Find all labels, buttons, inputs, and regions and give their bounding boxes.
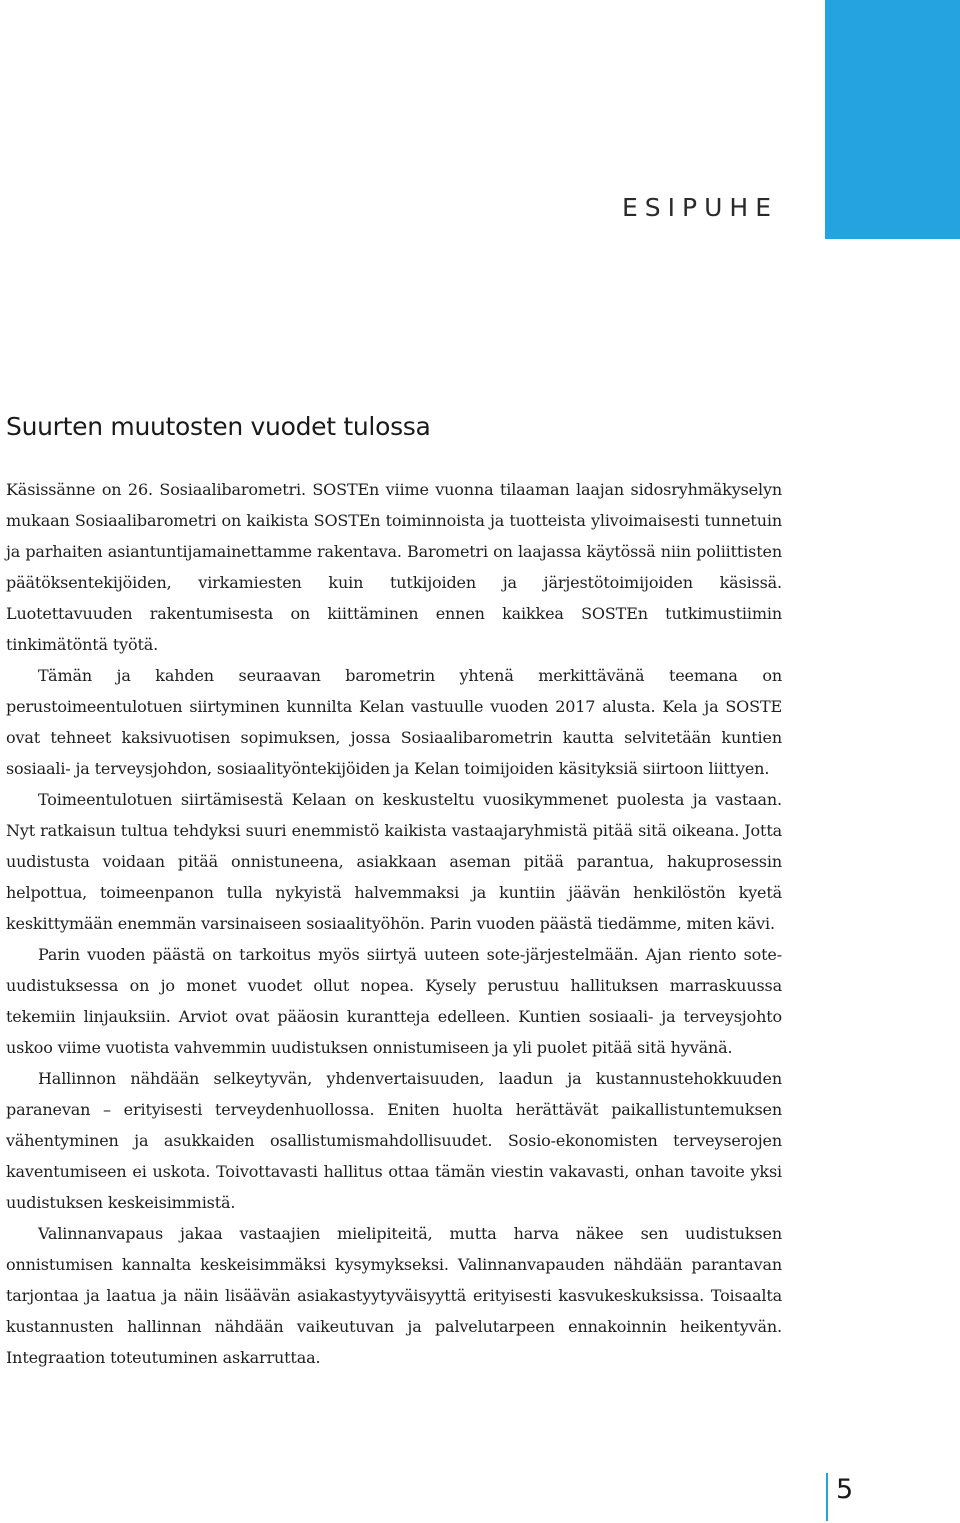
article-body	[6, 474, 782, 1373]
paragraph: Valinnanvapaus jakaa vastaajien mielipiteitä, mutta harva näkee sen uudistuksen onnistumisen kannalta keskeisimmäksi kysymykseksi. Valinnanvapauden nähdään parantavan tarjontaa ja laatua ja näin lisäävän asiakastyytyväisyyttä erityisesti kasvukeskuksissa. Toisaalta kustannusten hallinnan nähdään vaikeutuvan ja palvelutarpeen ennakoinnin heikentyvän. Integraation toteutuminen askarruttaa.	[6, 1224, 782, 1367]
page-number-rule	[826, 1473, 828, 1521]
section-tab-marker	[825, 0, 960, 239]
section-label: ESIPUHE	[621, 193, 778, 222]
paragraph: Toimeentulotuen siirtämisestä Kelaan on keskusteltu vuosikymmenet puolesta ja vastaan. Nyt ratkaisun tultua tehdyksi suuri enemmistö kaikista vastaajaryhmistä pitää sitä oikeana. Jotta uudistusta voidaan pitää onnistuneena, asiakkaan aseman pitää parantua, hakuprosessin helpottua, toimeenpanon tulla nykyistä halvemmaksi ja kuntiin jäävän henkilöstön kyetä keskittymään enemmän varsinaiseen sosiaalityöhön. Parin vuoden päästä tiedämme, miten kävi.	[6, 790, 782, 933]
article-title: Suurten muutosten vuodet tulossa	[6, 412, 431, 441]
paragraph: Tämän ja kahden seuraavan barometrin yhtenä merkittävänä teemana on perustoimeentulotuen siirtyminen kunnilta Kelan vastuulle vuoden 2017 alusta. Kela ja SOSTE ovat tehneet kaksivuotisen sopimuksen, jossa Sosiaalibarometrin kautta selvitetään kuntien sosiaali- ja terveysjohdon, sosiaalityöntekijöiden ja Kelan toimijoiden käsityksiä siirtoon liittyen.	[6, 666, 782, 778]
paragraph: Käsissänne on 26. Sosiaalibarometri. SOSTEn viime vuonna tilaaman laajan sidosryhmäkyselyn mukaan Sosiaalibarometri on kaikista SOSTEn toiminnoista ja tuotteista ylivoimaisesti tunnetuin ja parhaiten asiantuntijamainettamme rakentava. Barometri on laajassa käytössä niin poliittisten päätöksentekijöiden, virkamiesten kuin tutkijoiden ja järjestötoimijoiden käsissä. Luotettavuuden rakentumisesta on kiittäminen ennen kaikkea SOSTEn tutkimustiimin tinkimätöntä työtä.	[6, 480, 782, 654]
paragraph: Hallinnon nähdään selkeytyvän, yhdenvertaisuuden, laadun ja kustannustehokkuuden paranevan – erityisesti terveydenhuollossa. Eniten huolta herättävät paikallistuntemuksen vähentyminen ja asukkaiden osallistumismahdollisuudet. Sosio-ekonomisten terveyserojen kaventumiseen ei uskota. Toivottavasti hallitus ottaa tämän viestin vakavasti, onhan tavoite yksi uudistuksen keskeisimmistä.	[6, 1069, 782, 1212]
paragraph: Parin vuoden päästä on tarkoitus myös siirtyä uuteen sote-järjestelmään. Ajan riento sote-uudistuksessa on jo monet vuodet ollut nopea. Kysely perustuu hallituksen marraskuussa tekemiin linjauksiin. Arviot ovat pääosin kurantteja edelleen. Kuntien sosiaali- ja terveysjohto uskoo viime vuotista vahvemmin uudistuksen onnistumiseen ja yli puolet pitää sitä hyvänä.	[6, 945, 782, 1057]
page-number: 5	[836, 1474, 854, 1505]
